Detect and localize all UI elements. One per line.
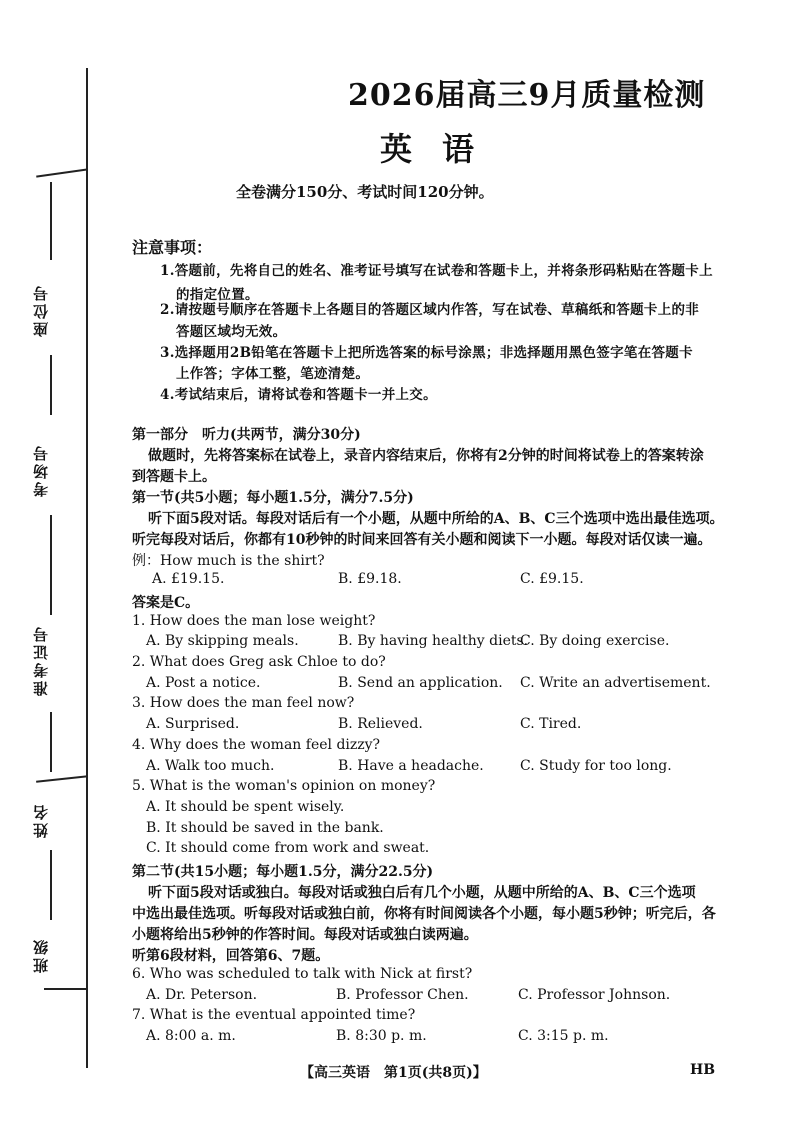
example-option-a: A. £19.15.	[152, 571, 225, 587]
option-c: C. Professor Johnson.	[518, 987, 671, 1003]
option-a: A. Post a notice.	[146, 675, 261, 691]
option-a: A. 8:00 a. m.	[146, 1028, 236, 1044]
option-b: B. Send an application.	[338, 675, 503, 691]
option-a: A. It should be spent wisely.	[146, 799, 345, 815]
question-5: 5. What is the woman's opinion on money?	[132, 778, 436, 794]
option-c: C. It should come from work and sweat.	[146, 840, 430, 856]
option-c: C. Study for too long.	[520, 758, 672, 774]
option-b: B. Relieved.	[338, 716, 423, 732]
option-b: B. 8:30 p. m.	[336, 1028, 427, 1044]
notice-line: 答题区域均无效。	[176, 324, 287, 340]
room-label: 考场号	[32, 443, 50, 497]
part1-intro: 做题时，先将答案标在试卷上，录音内容结束后，你将有2分钟的时间将试卷上的答案转涂	[148, 448, 704, 464]
section2-intro: 中选出最佳选项。听每段对话或独白前，你将有时间阅读各个小题，每小题5秒钟；听完后，各	[132, 906, 716, 922]
margin-rule	[36, 775, 88, 782]
seat-fill-line	[50, 182, 52, 260]
section2-heading: 第二节(共15小题；每小题1.5分，满分22.5分)	[132, 864, 434, 880]
notice-line: 1.答题前，先将自己的姓名、准考证号填写在试卷和答题卡上，并将条形码粘贴在答题卡上	[160, 263, 713, 279]
part1-heading: 第一部分 听力(共两节，满分30分)	[132, 427, 361, 443]
ticket-fill-line	[50, 712, 52, 772]
question-7: 7. What is the eventual appointed time?	[132, 1007, 416, 1023]
option-b: B. It should be saved in the bank.	[146, 820, 384, 836]
ticket-label: 准考证号	[32, 624, 50, 696]
option-b: B. By having healthy diets.	[338, 633, 529, 649]
section2-intro: 小题将给出5秒钟的作答时间。每段对话或独白读两遍。	[132, 927, 478, 943]
notice-heading: 注意事项：	[132, 238, 213, 257]
example-question: 例：How much is the shirt?	[132, 553, 325, 569]
question-6: 6. Who was scheduled to talk with Nick at first?	[132, 966, 473, 982]
section1-intro: 听完每段对话后，你都有10秒钟的时间来回答有关小题和阅读下一小题。每段对话仅读一遍。	[132, 532, 712, 548]
option-a: A. Walk too much.	[146, 758, 275, 774]
notice-line: 的指定位置。	[176, 287, 259, 303]
binding-line	[86, 68, 88, 1068]
option-b: B. Have a headache.	[338, 758, 484, 774]
question-3: 3. How does the man feel now?	[132, 695, 355, 711]
section1-heading: 第一节(共5小题；每小题1.5分，满分7.5分)	[132, 490, 414, 506]
class-label: 班级	[32, 937, 50, 973]
notice-line: 2.请按题号顺序在答题卡上各题目的答题区域内作答，写在试卷、草稿纸和答题卡上的非	[160, 302, 700, 318]
option-c: C. 3:15 p. m.	[518, 1028, 609, 1044]
notice-line: 3.选择题用2B铅笔在答题卡上把所选答案的标号涂黑；非选择题用黑色签字笔在答题卡	[160, 345, 693, 361]
margin-rule	[36, 168, 88, 177]
option-a: A. By skipping meals.	[146, 633, 299, 649]
option-a: A. Surprised.	[146, 716, 240, 732]
seat-fill-line-lower	[50, 355, 52, 415]
option-c: C. Tired.	[520, 716, 582, 732]
option-b: B. Professor Chen.	[336, 987, 469, 1003]
question-4: 4. Why does the woman feel dizzy?	[132, 737, 381, 753]
exam-title: 2026届高三9月质量检测	[348, 78, 706, 113]
paper-code: HB	[690, 1062, 716, 1078]
example-option-b: B. £9.18.	[338, 571, 402, 587]
name-label: 姓名	[32, 802, 50, 838]
seat-label: 座位号	[32, 283, 50, 337]
material-instruction: 听第6段材料，回答第6、7题。	[132, 948, 330, 964]
part1-intro: 到答题卡上。	[132, 469, 216, 485]
example-answer: 答案是C。	[132, 595, 200, 611]
notice-line: 4.考试结束后，请将试卷和答题卡一并上交。	[160, 387, 437, 403]
option-a: A. Dr. Peterson.	[146, 987, 258, 1003]
option-c: C. By doing exercise.	[520, 633, 670, 649]
question-1: 1. How does the man lose weight?	[132, 613, 376, 629]
question-2: 2. What does Greg ask Chloe to do?	[132, 654, 386, 670]
option-c: C. Write an advertisement.	[520, 675, 711, 691]
name-fill-line	[50, 850, 52, 920]
section2-intro: 听下面5段对话或独白。每段对话或独白后有几个小题，从题中所给的A、B、C三个选项	[148, 885, 696, 901]
room-fill-line	[50, 515, 52, 615]
section1-intro: 听下面5段对话。每段对话后有一个小题，从题中所给的A、B、C三个选项中选出最佳选项。	[148, 511, 724, 527]
notice-line: 上作答；字体工整，笔迹清楚。	[176, 366, 370, 382]
margin-rule	[44, 988, 88, 990]
subject-title: 英语	[380, 130, 505, 168]
page-footer: 【高三英语 第1页(共8页)】	[300, 1065, 487, 1081]
example-option-c: C. £9.15.	[520, 571, 584, 587]
full-score-note: 全卷满分150分、考试时间120分钟。	[236, 183, 494, 201]
